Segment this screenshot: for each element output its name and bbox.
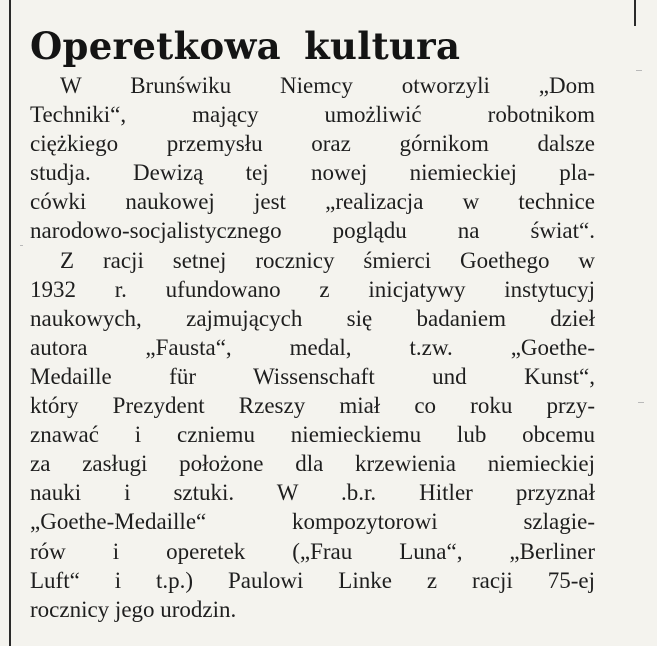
text-line: cówki naukowej jest „realizacja w technice — [30, 189, 595, 215]
article-headline: Operetkowa kultura — [30, 24, 461, 68]
text-line: narodowo-socjalistycznego poglądu na świat“. — [30, 218, 595, 244]
text-line: W Brunświku Niemcy otworzyli „Dom — [60, 73, 595, 98]
text-line: Medaille für Wissenschaft und Kunst“, — [30, 363, 595, 389]
text-line: ciężkiego przemysłu oraz górnikom dalsze — [30, 131, 595, 157]
text-line: rów i operetek („Frau Luna“, „Berliner — [30, 538, 595, 564]
text-line: Z racji setnej rocznicy śmierci Goethego w — [60, 247, 595, 273]
text-line: autora „Fausta“, medal, t.zw. „Goethe- — [30, 334, 595, 360]
column-rule-left — [9, 0, 11, 646]
text-line: 1932 r. ufundowano z inicjatywy instytucyj — [30, 276, 595, 302]
margin-mark — [638, 402, 644, 403]
paragraph-2 — [30, 246, 595, 624]
text-line: rocznicy jego urodzin. — [30, 596, 237, 622]
text-line: znawać i czniemu niemieckiemu lub obcemu — [30, 422, 595, 448]
text-line: naukowych, zajmujących się badaniem dzieł — [30, 305, 595, 331]
text-line: Luft“ i t.p.) Paulowi Linke z racji 75-ej — [30, 567, 595, 593]
article — [30, 24, 595, 624]
paragraph-1 — [30, 71, 595, 246]
text-line: który Prezydent Rzeszy miał co roku przy- — [30, 393, 595, 419]
margin-mark — [20, 245, 23, 246]
text-line: studja. Dewizą tej nowej niemieckiej pla- — [30, 160, 595, 186]
text-line: „Goethe-Medaille“ kompozytorowi szlagie- — [30, 509, 595, 535]
text-line: Techniki“, mający umożliwić robotnikom — [30, 102, 595, 128]
column-rule-right — [634, 0, 636, 26]
text-line: za zasługi położone dla krzewienia niemieckiej — [30, 451, 595, 477]
text-line: nauki i sztuki. W .b.r. Hitler przyznał — [30, 480, 595, 506]
article-body — [30, 71, 595, 624]
margin-mark — [636, 70, 642, 71]
